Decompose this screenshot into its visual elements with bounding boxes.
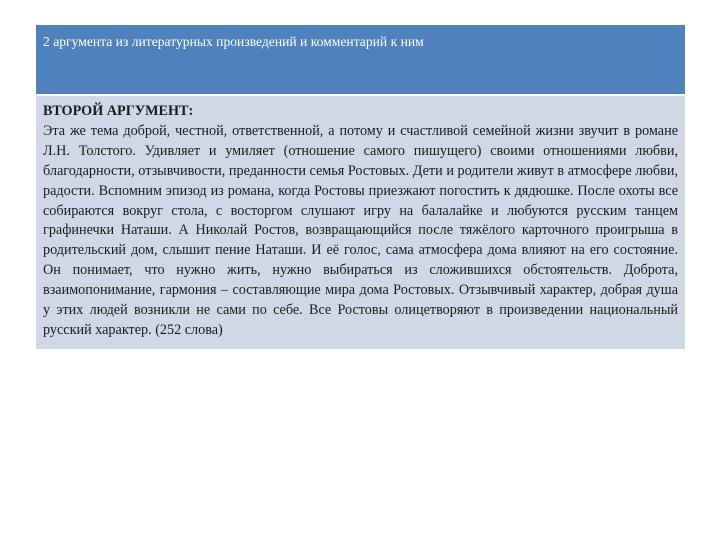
argument-text: Эта же тема доброй, честной, ответственной, а потому и счастливой семейной жизни звучит в романе Л.Н. Толстого. Удивляет и умиляет (отношение самого пишущего) своими отношениями любви, благодарности, отзывчивости, преданности семья Ростовых. Дети и родители живут в атмосфере любви, радости. Вспомним эпизод из романа, когда Ростовы приезжают погостить к дядюшке. После охоты все собираются вокруг стола, с восторгом слушают игру на балалайке и любуются русским танцем графинечки Наташи. А Николай Ростов, возвращающийся после тяжёлого карточного проигрыша в родительский дом, слышит пение Наташи. И её голос, сама атмосфера дома влияют на его состояние. Он понимает, что нужно жить, нужно выбираться из сложившихся обстоятельств. Доброта, взаимопонимание, гармония – составляющие мира дома Ростовых. Отзывчивый характер, добрая душа у этих людей возникли не сами по себе. Все Ростовы олицетворяют в произведении национальный русский характер. (252 слова) — [43, 122, 678, 338]
table-header-row — [36, 25, 685, 95]
table-body-row — [36, 95, 685, 349]
argument-heading: ВТОРОЙ АРГУМЕНТ: — [43, 103, 194, 119]
argument-table — [36, 25, 685, 349]
table-header-text: 2 аргумента из литературных произведений и комментарий к ним — [43, 34, 424, 49]
table-body-cell — [36, 95, 685, 349]
table-header-cell — [36, 25, 685, 95]
